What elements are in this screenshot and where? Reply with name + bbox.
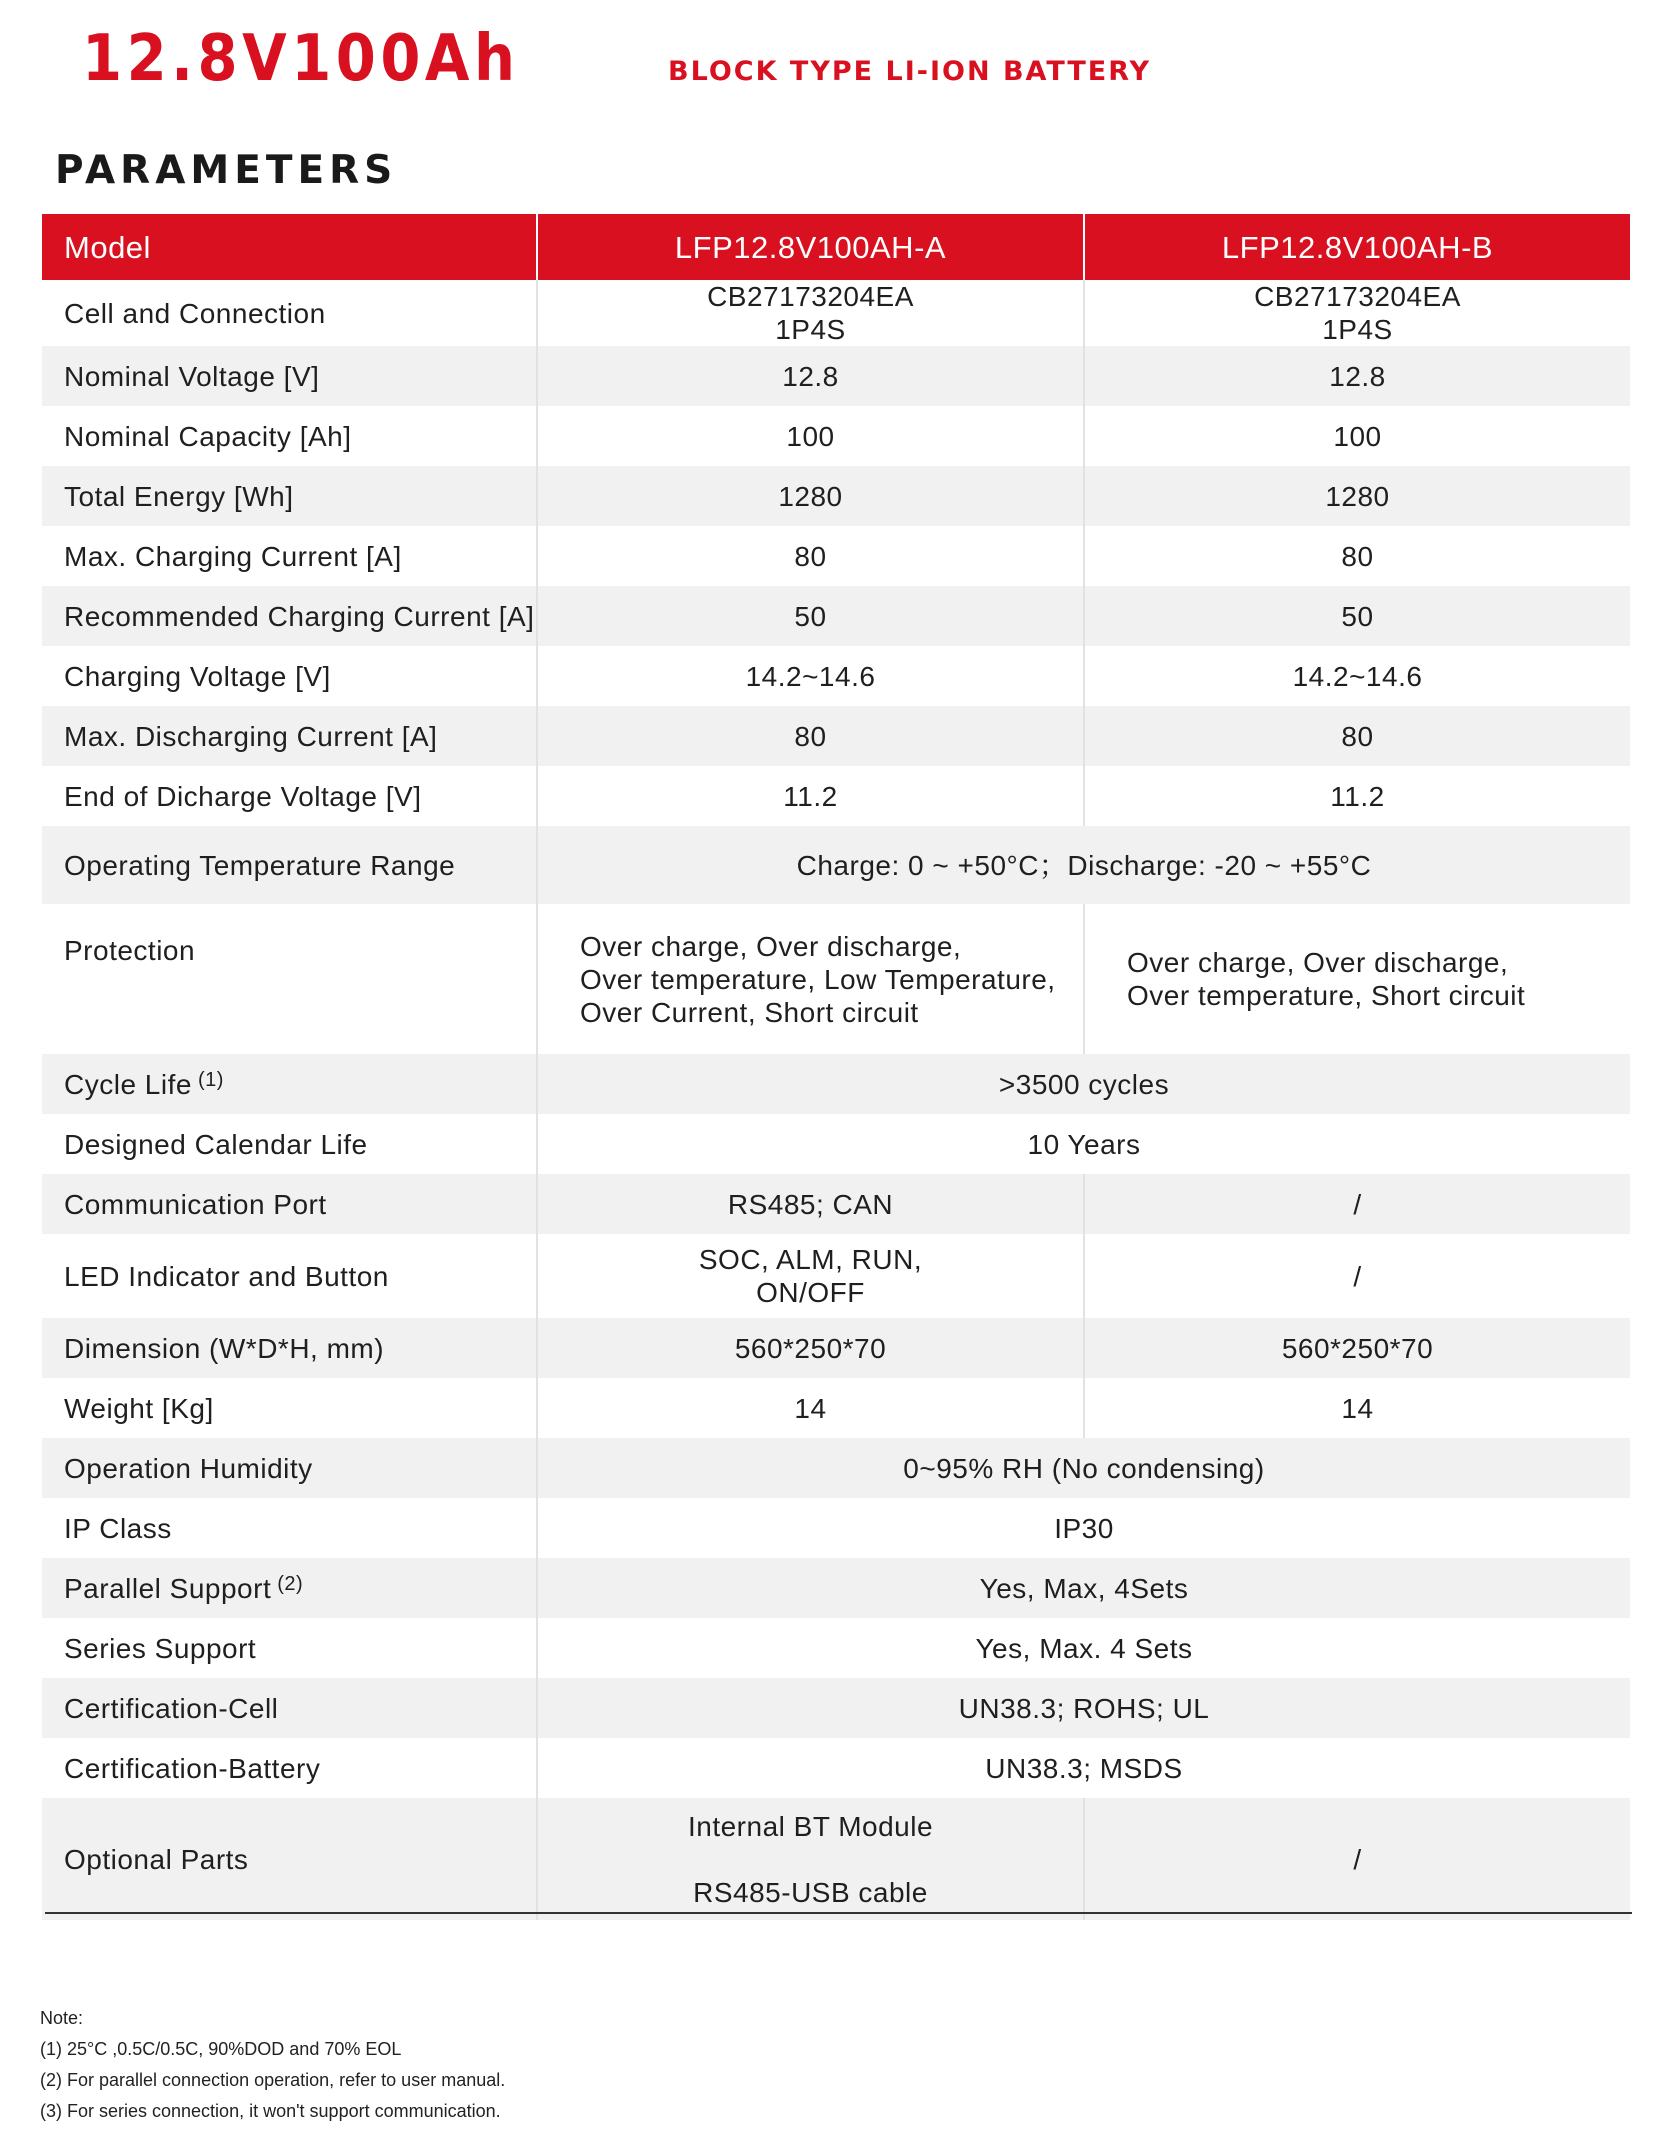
row-value-a: 560*250*70 (536, 1318, 1083, 1378)
table-row (42, 346, 1630, 406)
product-subtitle: BLOCK TYPE LI-ION BATTERY (668, 56, 1152, 87)
table-row (42, 1438, 1630, 1498)
table-row (42, 1738, 1630, 1798)
row-value-shared: >3500 cycles (536, 1054, 1630, 1114)
table-row (42, 1558, 1630, 1618)
row-value-a: 50 (536, 586, 1083, 646)
table-row (42, 280, 1630, 346)
table-row (42, 646, 1630, 706)
row-value-a: 100 (536, 406, 1083, 466)
row-value-b: / (1083, 1174, 1630, 1234)
row-label (42, 1798, 536, 1920)
row-value-b: 560*250*70 (1083, 1318, 1630, 1378)
row-label (42, 646, 536, 706)
table-row (42, 706, 1630, 766)
table-row (42, 1498, 1630, 1558)
row-label (42, 1678, 536, 1738)
row-label (42, 766, 536, 826)
row-label-text: Cycle Life (64, 1068, 192, 1100)
row-value-b: 80 (1083, 526, 1630, 586)
row-value-b: 14 (1083, 1378, 1630, 1438)
row-value-a: SOC, ALM, RUN, ON/OFF (536, 1234, 1083, 1318)
row-value-a: CB27173204EA 1P4S (536, 280, 1083, 346)
row-label (42, 1174, 536, 1234)
row-label-text: IP Class (64, 1512, 172, 1544)
row-label (42, 406, 536, 466)
row-label-text: Charging Voltage [V] (64, 660, 331, 692)
row-label (42, 904, 536, 1054)
row-label-text: Series Support (64, 1632, 257, 1664)
note-heading: Note: (40, 2008, 84, 2028)
row-label (42, 1738, 536, 1798)
row-label (42, 526, 536, 586)
table-row (42, 1114, 1630, 1174)
row-value-a: 14.2~14.6 (536, 646, 1083, 706)
header-model-b: LFP12.8V100AH-B (1083, 214, 1630, 280)
table-body (42, 280, 1630, 1920)
row-label (42, 280, 536, 346)
row-label-text: Communication Port (64, 1188, 327, 1220)
table-row (42, 1234, 1630, 1318)
row-value-b: / (1083, 1798, 1630, 1920)
table-row (42, 1798, 1630, 1920)
row-label (42, 706, 536, 766)
note-1: (1) 25°C ,0.5C/0.5C, 90%DOD and 70% EOL (40, 2039, 402, 2059)
row-value-b: Over charge, Over discharge, Over temperature, Short circuit (1083, 904, 1630, 1054)
row-label (42, 1318, 536, 1378)
header-model-a: LFP12.8V100AH-A (536, 214, 1083, 280)
row-value-b: 100 (1083, 406, 1630, 466)
row-value-shared: Yes, Max. 4 Sets (536, 1618, 1630, 1678)
row-value-shared: Yes, Max, 4Sets (536, 1558, 1630, 1618)
table-row (42, 826, 1630, 904)
note-3: (3) For series connection, it won't support communication. (40, 2101, 501, 2121)
row-value-a: 12.8 (536, 346, 1083, 406)
row-value-b: 80 (1083, 706, 1630, 766)
row-value-shared: UN38.3; MSDS (536, 1738, 1630, 1798)
row-value-a: 80 (536, 526, 1083, 586)
row-value-shared: UN38.3; ROHS; UL (536, 1678, 1630, 1738)
row-value-b: / (1083, 1234, 1630, 1318)
row-label-text: Cell and Connection (64, 297, 326, 329)
row-label-text: Certification-Cell (64, 1692, 279, 1724)
table-row (42, 1678, 1630, 1738)
row-label (42, 466, 536, 526)
row-label-text: Max. Discharging Current [A] (64, 720, 438, 752)
table-row (42, 586, 1630, 646)
row-label-text: Nominal Voltage [V] (64, 360, 320, 392)
row-label-text: Protection (64, 935, 196, 966)
row-label-text: Recommended Charging Current [A] (64, 600, 535, 632)
table-row (42, 1618, 1630, 1678)
footnote-marker: (1) (197, 1068, 224, 1091)
row-value-shared: IP30 (536, 1498, 1630, 1558)
parameters-table (42, 214, 1630, 1920)
row-value-a: 80 (536, 706, 1083, 766)
row-value-b: 50 (1083, 586, 1630, 646)
notes (40, 2003, 505, 2127)
row-value-shared: Charge: 0 ~ +50°C；Discharge: -20 ~ +55°C (536, 826, 1630, 904)
row-value-b: 14.2~14.6 (1083, 646, 1630, 706)
row-value-a: Internal BT Module RS485-USB cable (536, 1798, 1083, 1920)
row-label (42, 1558, 536, 1618)
row-label-text: Operating Temperature Range (64, 849, 456, 881)
table-row (42, 1318, 1630, 1378)
row-label-text: Total Energy [Wh] (64, 480, 294, 512)
row-value-a: 1280 (536, 466, 1083, 526)
row-label (42, 1114, 536, 1174)
row-label-text: Dimension (W*D*H, mm) (64, 1332, 385, 1364)
row-value-a: RS485; CAN (536, 1174, 1083, 1234)
row-label-text: End of Dicharge Voltage [V] (64, 780, 422, 812)
table-bottom-rule (45, 1912, 1632, 1914)
table-row (42, 1174, 1630, 1234)
row-label (42, 1378, 536, 1438)
row-value-shared: 10 Years (536, 1114, 1630, 1174)
row-value-b: 11.2 (1083, 766, 1630, 826)
row-label-text: Optional Parts (64, 1843, 249, 1875)
row-label (42, 346, 536, 406)
row-label-text: Nominal Capacity [Ah] (64, 420, 352, 452)
product-title: 12.8V100Ah (82, 22, 520, 96)
row-label-text: Designed Calendar Life (64, 1128, 368, 1160)
table-row (42, 526, 1630, 586)
row-value-a: Over charge, Over discharge, Over temperature, Low Temperature, Over Current, Short circuit (536, 904, 1083, 1054)
row-label (42, 1234, 536, 1318)
row-label-text: Weight [Kg] (64, 1392, 214, 1424)
row-label (42, 1498, 536, 1558)
table-row (42, 406, 1630, 466)
row-label (42, 1054, 536, 1114)
row-value-a: 14 (536, 1378, 1083, 1438)
row-value-a: 11.2 (536, 766, 1083, 826)
note-2: (2) For parallel connection operation, refer to user manual. (40, 2070, 506, 2090)
footnote-marker: (2) (277, 1572, 304, 1595)
row-value-b: 12.8 (1083, 346, 1630, 406)
table-row (42, 1378, 1630, 1438)
table-header-row (42, 214, 1630, 280)
row-label (42, 1618, 536, 1678)
row-value-b: 1280 (1083, 466, 1630, 526)
row-label (42, 586, 536, 646)
row-label (42, 826, 536, 904)
table-row (42, 766, 1630, 826)
row-label-text: Max. Charging Current [A] (64, 540, 402, 572)
header-model: Model (64, 229, 151, 265)
table-row (42, 1054, 1630, 1114)
table-row (42, 904, 1630, 1054)
row-label-text: Certification-Battery (64, 1752, 321, 1784)
row-label (42, 1438, 536, 1498)
row-value-b: CB27173204EA 1P4S (1083, 280, 1630, 346)
row-label-text: Operation Humidity (64, 1452, 313, 1484)
row-value-shared: 0~95% RH (No condensing) (536, 1438, 1630, 1498)
row-label-text: Parallel Support (64, 1572, 272, 1604)
table-row (42, 466, 1630, 526)
section-title: PARAMETERS (55, 148, 398, 193)
row-label-text: LED Indicator and Button (64, 1260, 389, 1292)
